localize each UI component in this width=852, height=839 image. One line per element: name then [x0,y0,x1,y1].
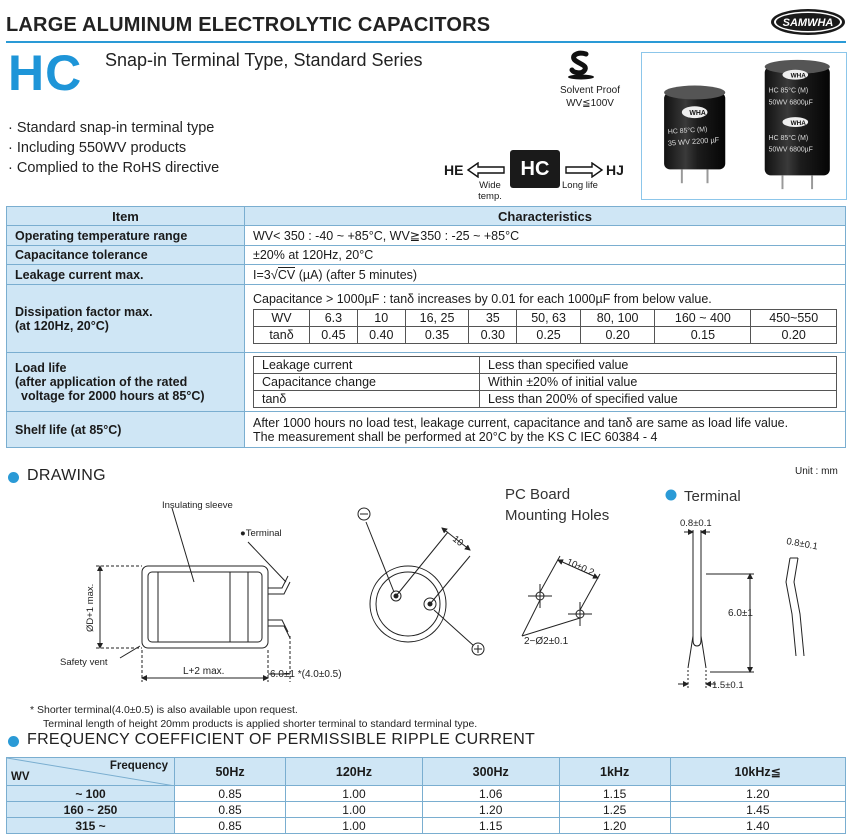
freq-header: 50Hz [175,758,286,786]
solvent-proof-label: Solvent Proof WV≦100V [559,85,621,109]
pcb-title-line1: PC Board [505,486,571,503]
cap-small-line1: HC 85°C (M) [667,126,708,136]
ripple-value-cell: 0.85 [175,818,286,834]
pcb-dim-10: 10±0.2 [564,556,596,579]
dissipation-tan-cell: 0.40 [357,326,405,343]
label-dim-10: 10 [450,533,466,549]
load-life-param: Leakage current [254,357,480,374]
cap-large-line1-bottom: HC 85°C (M) [768,134,809,142]
row-op-temp-item: Operating temperature range [7,226,245,246]
feature-item: · Standard snap-in terminal type [8,120,215,136]
series-code: HC [8,45,83,101]
dissipation-wv-cell: 160 ~ 400 [655,309,751,326]
dissipation-wv-cell: 35 [469,309,517,326]
unit-label: Unit : mm [795,466,838,477]
dissipation-wv-cell: 10 [357,309,405,326]
brand-name: SAMWHA [782,17,834,29]
section-bullet-icon [8,472,19,483]
drawing-section-title: DRAWING [27,467,106,484]
label-terminal: ●Terminal [240,528,282,539]
terminal-section-title: Terminal [684,488,741,505]
row-cap-tol-value: ±20% at 120Hz, 20°C [245,246,846,265]
corner-frequency-label: Frequency [109,760,168,772]
ripple-table [6,757,846,834]
ripple-wv-cell: 315 ~ [7,818,175,834]
dissipation-tan-cell: 0.30 [469,326,517,343]
dissipation-wv-cell: 80, 100 [580,309,654,326]
technical-drawing [0,486,852,700]
ripple-value-cell: 1.00 [286,818,423,834]
feature-item: · Complied to the RoHS directive [8,160,220,176]
section-bullet-icon [8,736,19,747]
ripple-value-cell: 1.00 [286,802,423,818]
cap-large-line2-bottom: 50WV 6800µF [768,146,813,154]
row-dissipation-item: Dissipation factor max. (at 120Hz, 20°C) [7,285,245,353]
series-description: Snap-in Terminal Type, Standard Series [105,50,423,70]
ripple-value-cell: 0.85 [175,802,286,818]
ripple-value-cell: 1.20 [670,786,845,802]
dissipation-tan-label: tanδ [254,326,310,343]
dissipation-tan-cell: 0.25 [517,326,581,343]
ripple-corner-cell [7,758,175,786]
note-terminal-length: Terminal length of height 20mm products is applied shorter terminal to standard terminal type. [43,718,478,730]
row-load-life-value [245,353,846,412]
dissipation-wv-cell: 16, 25 [405,309,469,326]
pcb-holes-dim: 2−Ø2±0.1 [524,636,569,647]
dissipation-wv-cell: 50, 63 [517,309,581,326]
ripple-section-title: FREQUENCY COEFFICIENT OF PERMISSIBLE RIPPLE CURRENT [27,731,536,748]
long-life-note: Long life [562,180,598,191]
load-life-criterion: Within ±20% of initial value [480,374,837,391]
load-life-inner-table [253,356,837,408]
page-title: LARGE ALUMINUM ELECTROLYTIC CAPACITORS [6,14,491,36]
load-life-param: Capacitance change [254,374,480,391]
freq-header: 300Hz [422,758,559,786]
ripple-row [7,786,846,802]
series-hc-box: HC [510,150,560,188]
ripple-value-cell: 1.45 [670,802,845,818]
note-shorter-terminal: * Shorter terminal(4.0±0.5) is also available upon request. [30,704,298,716]
cap-small-brand: WHA [689,110,706,118]
terminal-width-dim: 0.8±0.1 [680,518,712,529]
feature-item: · Including 550WV products [8,140,187,156]
dissipation-tan-cell: 0.35 [405,326,469,343]
row-leak-value: I=3√CV (µA) (after 5 minutes) [245,265,846,285]
ripple-wv-cell: ~ 100 [7,786,175,802]
terminal-bent-dim: 0.8±0.1 [785,536,819,553]
row-load-life-item: Load life (after application of the rated voltage for 2000 hours at 85°C) [7,353,245,412]
dissipation-inner-table [253,309,837,344]
cap-large-line1-top: HC 85°C (M) [768,87,809,95]
characteristics-table [6,206,846,448]
freq-header: 120Hz [286,758,423,786]
arrow-right-icon [564,162,604,178]
dissipation-note: Capacitance > 1000µF : tanδ increases by 0.01 for each 1000µF from below value. [253,291,712,306]
row-dissipation-value [245,285,846,353]
product-photo [641,52,847,200]
cap-large-line2-top: 50WV 6800µF [768,99,813,107]
ripple-wv-cell: 160 ~ 250 [7,802,175,818]
load-life-criterion: Less than 200% of specified value [480,391,837,408]
terminal-height-dim: 6.0±1 [728,608,753,619]
ripple-row [7,818,846,834]
ripple-value-cell: 1.40 [670,818,845,834]
ripple-value-cell: 1.00 [286,786,423,802]
dissipation-wv-label: WV [254,309,310,326]
ripple-value-cell: 1.20 [422,802,559,818]
cap-small-line2: 35 WV 2200 µF [667,135,720,148]
label-diameter: ØD+1 max. [85,583,96,632]
section-bullet-icon [666,490,677,501]
row-leak-item: Leakage current max. [7,265,245,285]
solvent-proof-icon [566,50,596,80]
dissipation-tan-cell: 0.20 [751,326,837,343]
label-insulating-sleeve: Insulating sleeve [162,500,233,511]
row-op-temp-value: WV< 350 : -40 ~ +85°C, WV≧350 : -25 ~ +85°C [245,226,846,246]
arrow-left-icon [466,162,506,178]
wide-temp-note: Wide temp. [478,180,502,202]
ripple-row [7,802,846,818]
load-life-criterion: Less than specified value [480,357,837,374]
col-header-characteristics: Characteristics [245,207,846,226]
ripple-value-cell: 1.15 [422,818,559,834]
row-shelf-item: Shelf life (at 85°C) [7,412,245,448]
ripple-value-cell: 1.06 [422,786,559,802]
ripple-value-cell: 1.15 [559,786,670,802]
ripple-value-cell: 1.25 [559,802,670,818]
dissipation-tan-cell: 0.15 [655,326,751,343]
cap-large-brand-bottom: WHA [790,120,806,128]
dissipation-wv-cell: 450~550 [751,309,837,326]
row-shelf-value: After 1000 hours no load test, leakage current, capacitance and tanδ are same as load life value. The measurement shall be performed at 20°C by the KS C IEC 60384 - 4 [245,412,846,448]
ripple-value-cell: 0.85 [175,786,286,802]
cap-large-brand-top: WHA [790,72,806,80]
load-life-param: tanδ [254,391,480,408]
brand-logo [770,8,846,36]
dissipation-tan-cell: 0.20 [580,326,654,343]
pcb-title-line2: Mounting Holes [505,507,610,524]
series-hj-label: HJ [606,162,624,178]
freq-header: 1kHz [559,758,670,786]
title-rule [6,41,846,43]
col-header-item: Item [7,207,245,226]
row-cap-tol-item: Capacitance tolerance [7,246,245,265]
label-terminal-length: 6.0±1 *(4.0±0.5) [270,669,342,680]
label-safety-vent: Safety vent [60,657,108,668]
label-length: L+2 max. [183,666,225,677]
freq-header: 10kHz≦ [670,758,845,786]
series-he-label: HE [444,162,464,178]
terminal-base-dim: 1.5±0.1 [712,680,744,691]
corner-wv-label: WV [11,771,30,783]
ripple-value-cell: 1.20 [559,818,670,834]
dissipation-wv-cell: 6.3 [310,309,358,326]
dissipation-tan-cell: 0.45 [310,326,358,343]
